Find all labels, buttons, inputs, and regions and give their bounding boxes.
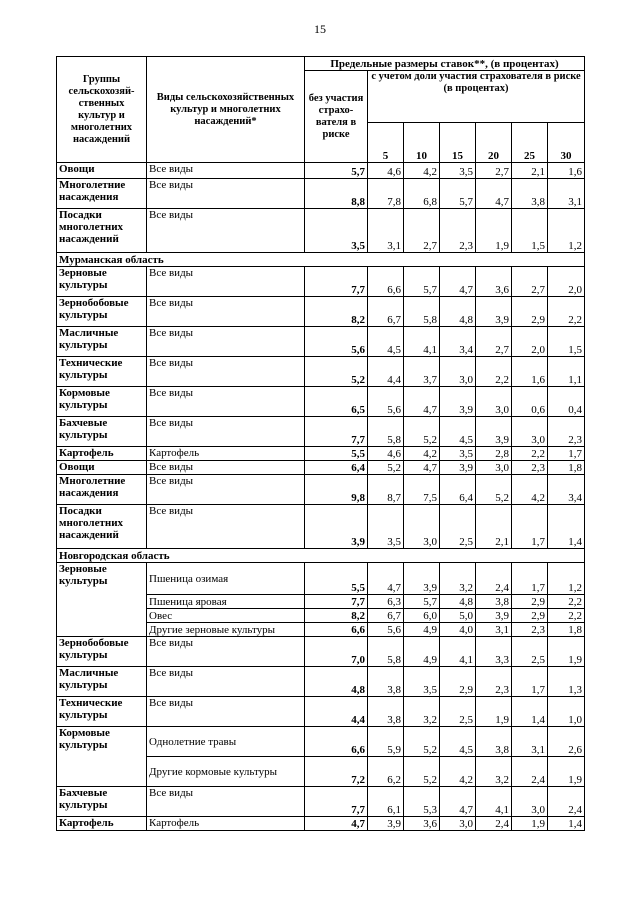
rate-share-cell: 4,2 <box>512 475 548 505</box>
group-cell: Посадки многолетних насаждений <box>57 209 147 253</box>
group-cell: Зернобобовые культуры <box>57 297 147 327</box>
rate-base-cell: 4,8 <box>305 667 368 697</box>
rate-share-cell: 2,2 <box>548 595 585 609</box>
table-row <box>57 817 585 831</box>
kind-cell: Все виды <box>147 461 305 475</box>
rate-share-cell: 4,2 <box>404 163 440 179</box>
rate-share-cell: 3,7 <box>404 357 440 387</box>
page-number: 15 <box>314 22 326 36</box>
rate-share-cell: 6,7 <box>368 297 404 327</box>
table-row <box>57 447 585 461</box>
rate-share-cell: 3,9 <box>476 417 512 447</box>
header-share-20: 20 <box>476 123 512 163</box>
group-cell: Бахчевые культуры <box>57 417 147 447</box>
rate-share-cell: 6,3 <box>368 595 404 609</box>
rate-share-cell: 3,0 <box>404 505 440 549</box>
group-cell: Овощи <box>57 163 147 179</box>
group-cell: Бахчевые культуры <box>57 787 147 817</box>
group-cell: Многолетние насаждения <box>57 179 147 209</box>
rate-share-cell: 5,2 <box>368 461 404 475</box>
rate-share-cell: 1,0 <box>548 697 585 727</box>
rate-share-cell: 2,8 <box>476 447 512 461</box>
rate-share-cell: 3,5 <box>440 163 476 179</box>
group-cell: Кормовые культуры <box>57 387 147 417</box>
kind-cell: Все виды <box>147 637 305 667</box>
rate-share-cell: 2,3 <box>548 417 585 447</box>
rate-share-cell: 4,4 <box>368 357 404 387</box>
rate-share-cell: 0,6 <box>512 387 548 417</box>
rate-share-cell: 1,7 <box>512 667 548 697</box>
rate-share-cell: 6,8 <box>404 179 440 209</box>
rate-share-cell: 2,5 <box>440 697 476 727</box>
rate-share-cell: 5,0 <box>440 609 476 623</box>
rate-share-cell: 1,1 <box>548 357 585 387</box>
rate-base-cell: 5,7 <box>305 163 368 179</box>
rate-base-cell: 5,5 <box>305 563 368 595</box>
table-row <box>57 475 585 505</box>
table-body <box>57 163 585 831</box>
rate-share-cell: 4,6 <box>368 163 404 179</box>
rate-share-cell: 4,7 <box>476 179 512 209</box>
rate-share-cell: 4,2 <box>404 447 440 461</box>
rate-share-cell: 4,7 <box>440 267 476 297</box>
rate-share-cell: 1,7 <box>512 505 548 549</box>
rate-base-cell: 6,4 <box>305 461 368 475</box>
rate-base-cell: 5,6 <box>305 327 368 357</box>
rate-share-cell: 2,4 <box>512 757 548 787</box>
table-row <box>57 179 585 209</box>
rate-share-cell: 3,4 <box>440 327 476 357</box>
rate-share-cell: 5,6 <box>368 387 404 417</box>
rate-share-cell: 3,1 <box>512 727 548 757</box>
rate-share-cell: 2,7 <box>476 163 512 179</box>
rate-share-cell: 2,2 <box>548 609 585 623</box>
group-cell: Зерновые культуры <box>57 563 147 637</box>
rate-share-cell: 1,9 <box>512 817 548 831</box>
rate-share-cell: 3,0 <box>476 387 512 417</box>
rate-share-cell: 1,2 <box>548 563 585 595</box>
kind-cell: Однолетние травы <box>147 727 305 757</box>
rate-share-cell: 1,5 <box>548 327 585 357</box>
rate-share-cell: 1,5 <box>512 209 548 253</box>
rate-share-cell: 4,7 <box>440 787 476 817</box>
rate-share-cell: 5,2 <box>404 417 440 447</box>
rate-share-cell: 2,4 <box>476 817 512 831</box>
group-cell: Масличные культуры <box>57 667 147 697</box>
rate-share-cell: 3,8 <box>476 595 512 609</box>
rate-share-cell: 1,9 <box>476 209 512 253</box>
rate-share-cell: 5,7 <box>404 595 440 609</box>
table-row <box>57 787 585 817</box>
kind-cell: Картофель <box>147 817 305 831</box>
rate-base-cell: 4,4 <box>305 697 368 727</box>
header-share-30: 30 <box>548 123 585 163</box>
rate-share-cell: 7,8 <box>368 179 404 209</box>
rate-share-cell: 4,6 <box>368 447 404 461</box>
region-title: Мурманская область <box>57 253 585 267</box>
rate-base-cell: 6,5 <box>305 387 368 417</box>
rate-base-cell: 6,6 <box>305 623 368 637</box>
rate-share-cell: 3,0 <box>440 817 476 831</box>
rate-share-cell: 1,4 <box>512 697 548 727</box>
rate-share-cell: 2,3 <box>476 667 512 697</box>
kind-cell: Другие кормовые культуры <box>147 757 305 787</box>
rate-base-cell: 7,7 <box>305 417 368 447</box>
rate-share-cell: 4,7 <box>404 461 440 475</box>
rate-share-cell: 4,7 <box>368 563 404 595</box>
header-share-25: 25 <box>512 123 548 163</box>
rate-share-cell: 5,7 <box>440 179 476 209</box>
header-groups: Группы сельскохозяй-ственных культур и многолетних насаждений <box>57 57 147 163</box>
rate-share-cell: 2,1 <box>476 505 512 549</box>
header-kinds: Виды сельскохозяйственных культур и многолетних насаждений* <box>147 57 305 163</box>
rate-share-cell: 3,1 <box>548 179 585 209</box>
kind-cell: Все виды <box>147 667 305 697</box>
kind-cell: Все виды <box>147 209 305 253</box>
table-row <box>57 727 585 757</box>
rate-share-cell: 3,6 <box>476 267 512 297</box>
rate-share-cell: 5,8 <box>368 637 404 667</box>
rate-share-cell: 1,9 <box>548 757 585 787</box>
kind-cell: Картофель <box>147 447 305 461</box>
rate-share-cell: 4,8 <box>440 595 476 609</box>
header-share-15: 15 <box>440 123 476 163</box>
kind-cell: Все виды <box>147 297 305 327</box>
kind-cell: Все виды <box>147 697 305 727</box>
rate-share-cell: 2,5 <box>512 637 548 667</box>
rate-share-cell: 2,9 <box>512 595 548 609</box>
rate-share-cell: 1,4 <box>548 817 585 831</box>
rate-share-cell: 4,5 <box>368 327 404 357</box>
kind-cell: Все виды <box>147 179 305 209</box>
rate-share-cell: 2,6 <box>548 727 585 757</box>
rate-share-cell: 4,1 <box>404 327 440 357</box>
kind-cell: Все виды <box>147 267 305 297</box>
rate-share-cell: 0,4 <box>548 387 585 417</box>
rate-share-cell: 2,2 <box>548 297 585 327</box>
rate-base-cell: 5,2 <box>305 357 368 387</box>
rate-share-cell: 4,5 <box>440 727 476 757</box>
rate-share-cell: 2,0 <box>548 267 585 297</box>
table-row <box>57 505 585 549</box>
rate-share-cell: 3,0 <box>512 417 548 447</box>
rate-share-cell: 3,5 <box>404 667 440 697</box>
kind-cell: Пшеница озимая <box>147 563 305 595</box>
rate-share-cell: 5,7 <box>404 267 440 297</box>
rate-share-cell: 4,1 <box>476 787 512 817</box>
rate-share-cell: 2,7 <box>512 267 548 297</box>
rate-share-cell: 6,1 <box>368 787 404 817</box>
rate-share-cell: 1,3 <box>548 667 585 697</box>
table-row <box>57 163 585 179</box>
region-row <box>57 253 585 267</box>
rate-share-cell: 1,4 <box>548 505 585 549</box>
rate-share-cell: 3,2 <box>476 757 512 787</box>
header-share-10: 10 <box>404 123 440 163</box>
rate-share-cell: 3,0 <box>512 787 548 817</box>
rate-share-cell: 3,2 <box>440 563 476 595</box>
rate-share-cell: 6,2 <box>368 757 404 787</box>
group-cell: Овощи <box>57 461 147 475</box>
group-cell: Технические культуры <box>57 357 147 387</box>
rate-share-cell: 4,0 <box>440 623 476 637</box>
kind-cell: Все виды <box>147 327 305 357</box>
rate-share-cell: 2,3 <box>440 209 476 253</box>
header-without-share: без участия страхо-вателя в риске <box>305 71 368 163</box>
table-row <box>57 267 585 297</box>
rate-base-cell: 7,7 <box>305 595 368 609</box>
rate-share-cell: 1,2 <box>548 209 585 253</box>
rate-share-cell: 3,9 <box>476 609 512 623</box>
kind-cell: Все виды <box>147 163 305 179</box>
table-row <box>57 357 585 387</box>
group-cell: Зерновые культуры <box>57 267 147 297</box>
rate-share-cell: 6,4 <box>440 475 476 505</box>
rate-base-cell: 9,8 <box>305 475 368 505</box>
rate-base-cell: 7,7 <box>305 787 368 817</box>
header-share-5: 5 <box>368 123 404 163</box>
rate-base-cell: 7,0 <box>305 637 368 667</box>
rate-share-cell: 1,8 <box>548 623 585 637</box>
rate-share-cell: 3,2 <box>404 697 440 727</box>
rate-share-cell: 3,3 <box>476 637 512 667</box>
rate-base-cell: 7,2 <box>305 757 368 787</box>
table-row <box>57 667 585 697</box>
rate-share-cell: 4,7 <box>404 387 440 417</box>
rate-share-cell: 2,4 <box>476 563 512 595</box>
rate-share-cell: 1,6 <box>512 357 548 387</box>
rate-share-cell: 3,1 <box>368 209 404 253</box>
rate-share-cell: 1,8 <box>548 461 585 475</box>
rate-share-cell: 2,7 <box>476 327 512 357</box>
rate-share-cell: 5,8 <box>368 417 404 447</box>
rate-share-cell: 6,0 <box>404 609 440 623</box>
rate-share-cell: 2,1 <box>512 163 548 179</box>
header-limits: Предельные размеры ставок**, (в процентах) <box>305 57 585 71</box>
rate-share-cell: 4,2 <box>440 757 476 787</box>
region-title: Новгородская область <box>57 549 585 563</box>
rate-share-cell: 5,3 <box>404 787 440 817</box>
rate-share-cell: 6,6 <box>368 267 404 297</box>
rate-share-cell: 2,2 <box>512 447 548 461</box>
rate-base-cell: 3,9 <box>305 505 368 549</box>
rate-share-cell: 4,9 <box>404 623 440 637</box>
rate-share-cell: 2,3 <box>512 461 548 475</box>
rate-share-cell: 7,5 <box>404 475 440 505</box>
group-cell: Картофель <box>57 817 147 831</box>
rate-share-cell: 3,0 <box>476 461 512 475</box>
rate-share-cell: 5,2 <box>404 757 440 787</box>
rate-share-cell: 2,3 <box>512 623 548 637</box>
rate-share-cell: 2,9 <box>512 609 548 623</box>
rate-share-cell: 3,0 <box>440 357 476 387</box>
rate-share-cell: 5,2 <box>476 475 512 505</box>
group-cell: Картофель <box>57 447 147 461</box>
rate-base-cell: 7,7 <box>305 267 368 297</box>
kind-cell: Все виды <box>147 475 305 505</box>
rate-share-cell: 4,9 <box>404 637 440 667</box>
group-cell: Кормовые культуры <box>57 727 147 787</box>
rate-share-cell: 3,9 <box>368 817 404 831</box>
rate-share-cell: 3,8 <box>368 667 404 697</box>
rate-share-cell: 3,8 <box>476 727 512 757</box>
rate-share-cell: 1,7 <box>548 447 585 461</box>
group-cell: Зернобобовые культуры <box>57 637 147 667</box>
rate-share-cell: 4,5 <box>440 417 476 447</box>
table-row <box>57 297 585 327</box>
rate-share-cell: 4,1 <box>440 637 476 667</box>
rate-share-cell: 3,6 <box>404 817 440 831</box>
kind-cell: Пшеница яровая <box>147 595 305 609</box>
table-row <box>57 387 585 417</box>
rate-share-cell: 3,8 <box>512 179 548 209</box>
kind-cell: Все виды <box>147 357 305 387</box>
table-row <box>57 209 585 253</box>
rate-share-cell: 2,4 <box>548 787 585 817</box>
rate-share-cell: 1,6 <box>548 163 585 179</box>
rate-share-cell: 2,5 <box>440 505 476 549</box>
rate-share-cell: 2,0 <box>512 327 548 357</box>
rate-share-cell: 6,7 <box>368 609 404 623</box>
rate-share-cell: 3,9 <box>440 461 476 475</box>
table-row <box>57 417 585 447</box>
kind-cell: Все виды <box>147 417 305 447</box>
insurance-rates-table <box>56 56 585 831</box>
rate-share-cell: 4,8 <box>440 297 476 327</box>
rate-base-cell: 4,7 <box>305 817 368 831</box>
table-row <box>57 637 585 667</box>
rate-base-cell: 6,6 <box>305 727 368 757</box>
rate-share-cell: 3,9 <box>440 387 476 417</box>
table-row <box>57 563 585 595</box>
rate-share-cell: 5,9 <box>368 727 404 757</box>
rate-share-cell: 3,5 <box>440 447 476 461</box>
rate-share-cell: 5,2 <box>404 727 440 757</box>
rate-base-cell: 5,5 <box>305 447 368 461</box>
kind-cell: Овес <box>147 609 305 623</box>
rate-share-cell: 2,2 <box>476 357 512 387</box>
rate-base-cell: 8,8 <box>305 179 368 209</box>
rate-share-cell: 5,6 <box>368 623 404 637</box>
rate-share-cell: 1,9 <box>548 637 585 667</box>
kind-cell: Все виды <box>147 787 305 817</box>
table-row <box>57 461 585 475</box>
kind-cell: Все виды <box>147 387 305 417</box>
rate-share-cell: 3,9 <box>404 563 440 595</box>
rate-share-cell: 2,7 <box>404 209 440 253</box>
table-row <box>57 327 585 357</box>
table-row <box>57 697 585 727</box>
rate-share-cell: 1,9 <box>476 697 512 727</box>
rate-share-cell: 3,8 <box>368 697 404 727</box>
group-cell: Многолетние насаждения <box>57 475 147 505</box>
rate-share-cell: 5,8 <box>404 297 440 327</box>
region-row <box>57 549 585 563</box>
rate-share-cell: 3,5 <box>368 505 404 549</box>
rate-share-cell: 2,9 <box>440 667 476 697</box>
header-with-share: с учетом доли участия страхователя в риске (в процентах) <box>368 71 585 123</box>
group-cell: Посадки многолетних насаждений <box>57 505 147 549</box>
group-cell: Масличные культуры <box>57 327 147 357</box>
rate-base-cell: 8,2 <box>305 609 368 623</box>
rate-share-cell: 3,1 <box>476 623 512 637</box>
kind-cell: Другие зерновые культуры <box>147 623 305 637</box>
kind-cell: Все виды <box>147 505 305 549</box>
rate-share-cell: 1,7 <box>512 563 548 595</box>
rate-share-cell: 3,4 <box>548 475 585 505</box>
group-cell: Технические культуры <box>57 697 147 727</box>
rate-base-cell: 8,2 <box>305 297 368 327</box>
rate-share-cell: 8,7 <box>368 475 404 505</box>
rate-share-cell: 2,9 <box>512 297 548 327</box>
rate-share-cell: 3,9 <box>476 297 512 327</box>
rate-base-cell: 3,5 <box>305 209 368 253</box>
